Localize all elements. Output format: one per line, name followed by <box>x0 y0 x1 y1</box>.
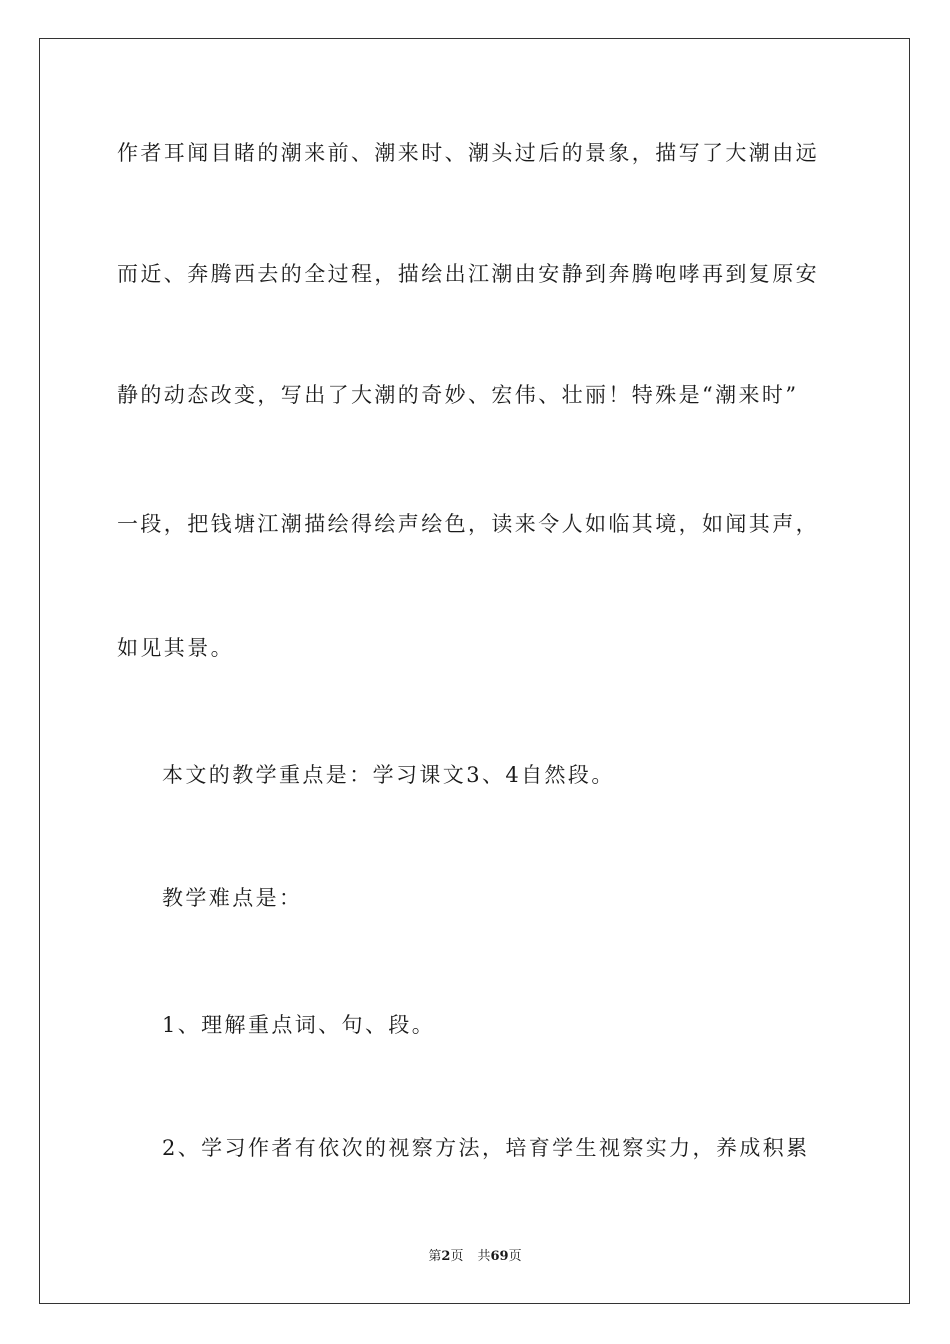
footer-total-suffix: 页 <box>508 1249 522 1264</box>
body-text-line-2: 而近、奔腾西去的全过程，描绘出江潮由安静到奔腾咆哮再到复原安 <box>117 262 819 286</box>
footer-total-prefix: 共 <box>477 1249 491 1264</box>
teaching-difficulty-heading: 教学难点是： <box>162 886 303 910</box>
teaching-focus-paragraph: 本文的教学重点是：学习课文3、4自然段。 <box>162 763 615 787</box>
body-text-line-1: 作者耳闻目睹的潮来前、潮来时、潮头过后的景象，描写了大潮由远 <box>117 141 819 165</box>
body-text-line-4: 一段，把钱塘江潮描绘得绘声绘色，读来令人如临其境，如闻其声， <box>117 512 819 536</box>
body-text-line-5: 如见其景。 <box>117 636 234 660</box>
footer-total-pages: 69 <box>490 1249 509 1264</box>
footer-page-prefix: 第 <box>428 1249 442 1264</box>
difficulty-item-2: 2、学习作者有依次的视察方法，培育学生视察实力，养成积累 <box>162 1136 810 1160</box>
footer-page-number: 2 <box>441 1249 451 1264</box>
body-text-line-3: 静的动态改变，写出了大潮的奇妙、宏伟、壮丽！特殊是“潮来时” <box>117 383 799 407</box>
page-border <box>39 38 910 1304</box>
footer-page-suffix: 页 <box>450 1249 464 1264</box>
page-footer <box>0 1248 950 1266</box>
difficulty-item-1: 1、理解重点词、句、段。 <box>162 1013 436 1037</box>
